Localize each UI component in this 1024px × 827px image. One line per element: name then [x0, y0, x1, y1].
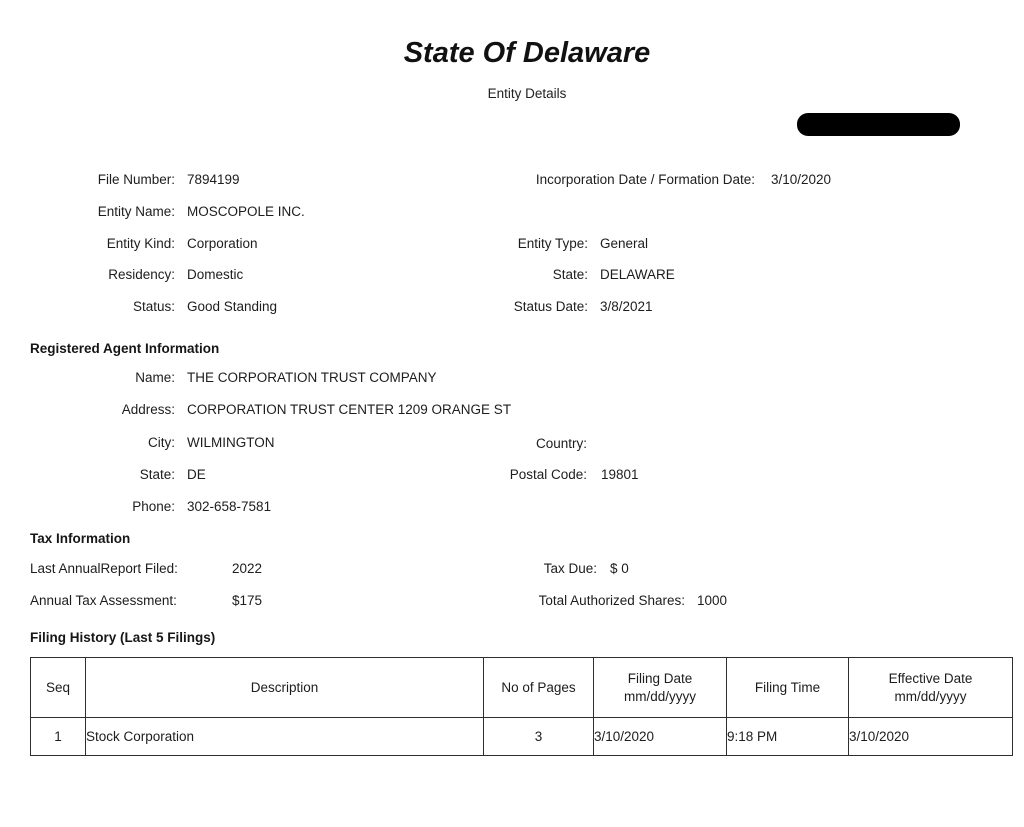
tax-due-label: Tax Due:: [543, 561, 597, 576]
tax-due-value: $ 0: [610, 561, 629, 576]
file-number-label: File Number:: [97, 172, 175, 187]
agent-state-label: State:: [139, 467, 175, 482]
last-annual-report-label: Last AnnualReport Filed:: [30, 561, 178, 576]
filing-history-heading: Filing History (Last 5 Filings): [30, 630, 216, 645]
page-subtitle: Entity Details: [487, 86, 567, 101]
status-date-value: 3/8/2021: [600, 299, 653, 314]
column-header-effective-date: Effective Date mm/dd/yyyy: [849, 658, 1013, 718]
filing-history-table: [30, 657, 1013, 756]
redaction-bar: [797, 113, 960, 136]
agent-phone-label: Phone:: [132, 499, 175, 514]
incorporation-date-label: Incorporation Date / Formation Date:: [535, 172, 755, 187]
agent-postal-code-value: 19801: [601, 467, 639, 482]
column-header-no-of-pages: No of Pages: [484, 658, 594, 718]
entity-type-value: General: [600, 236, 649, 251]
column-header-filing-time: Filing Time: [727, 658, 849, 718]
table-header-row: [31, 658, 1013, 718]
column-header-description: Description: [86, 658, 484, 718]
residency-value: Domestic: [187, 267, 244, 282]
page-title: State Of Delaware: [403, 37, 651, 69]
residency-label: Residency:: [108, 267, 175, 282]
agent-name-value: THE CORPORATION TRUST COMPANY: [187, 370, 437, 385]
state-value: DELAWARE: [600, 267, 675, 282]
entity-type-label: Entity Type:: [517, 236, 588, 251]
cell-filing-date: 3/10/2020: [594, 718, 727, 756]
tax-heading: Tax Information: [30, 531, 131, 546]
entity-name-value: MOSCOPOLE INC.: [187, 204, 305, 219]
cell-effective-date: 3/10/2020: [849, 718, 1013, 756]
entity-kind-value: Corporation: [187, 236, 258, 251]
column-header-filing-date: Filing Date mm/dd/yyyy: [594, 658, 727, 718]
state-label: State:: [552, 267, 588, 282]
cell-description: Stock Corporation: [86, 718, 484, 756]
entity-kind-label: Entity Kind:: [106, 236, 175, 251]
agent-country-label: Country:: [535, 436, 587, 451]
last-annual-report-value: 2022: [232, 561, 263, 576]
agent-state-value: DE: [187, 467, 206, 482]
annual-tax-assessment-label: Annual Tax Assessment:: [30, 593, 177, 608]
table-row: [31, 718, 1013, 756]
cell-no-of-pages: 3: [484, 718, 594, 756]
agent-city-value: WILMINGTON: [187, 435, 275, 450]
agent-city-label: City:: [148, 435, 175, 450]
agent-address-value: CORPORATION TRUST CENTER 1209 ORANGE ST: [187, 402, 512, 417]
total-authorized-shares-label: Total Authorized Shares:: [538, 593, 685, 608]
agent-name-label: Name:: [135, 370, 175, 385]
status-value: Good Standing: [187, 299, 278, 314]
agent-phone-value: 302-658-7581: [187, 499, 272, 514]
status-label: Status:: [132, 299, 175, 314]
agent-postal-code-label: Postal Code:: [509, 467, 587, 482]
incorporation-date-value: 3/10/2020: [771, 172, 832, 187]
file-number-value: 7894199: [187, 172, 240, 187]
total-authorized-shares-value: 1000: [697, 593, 728, 608]
cell-seq: 1: [31, 718, 86, 756]
column-header-seq: Seq: [31, 658, 86, 718]
entity-name-label: Entity Name:: [97, 204, 175, 219]
status-date-label: Status Date:: [513, 299, 588, 314]
agent-address-label: Address:: [121, 402, 175, 417]
annual-tax-assessment-value: $175: [232, 593, 263, 608]
cell-filing-time: 9:18 PM: [727, 718, 849, 756]
registered-agent-heading: Registered Agent Information: [30, 341, 220, 356]
